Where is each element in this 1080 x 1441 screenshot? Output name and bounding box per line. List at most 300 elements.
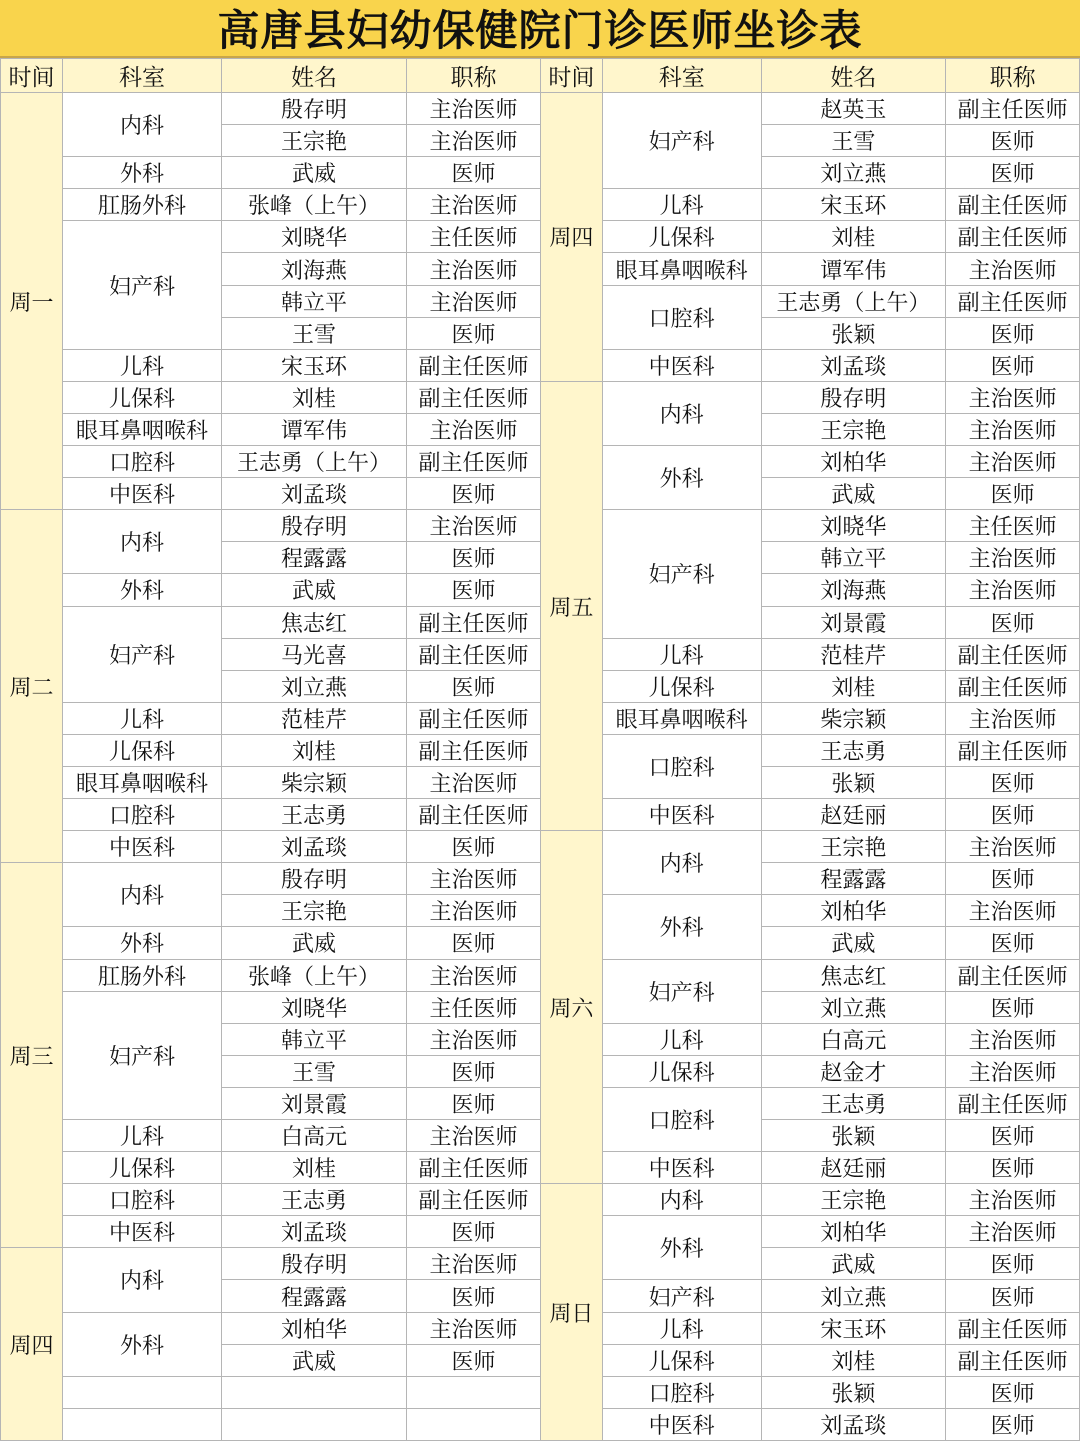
doctor-title-cell: 主治医师 [946,702,1080,734]
table-row [1,381,541,413]
doctor-title-cell: 副主任医师 [946,221,1080,253]
doctor-title-cell: 主任医师 [407,991,541,1023]
department-cell: 口腔科 [602,734,761,798]
doctor-title-cell: 医师 [946,1120,1080,1152]
doctor-name-cell: 赵廷丽 [761,1152,946,1184]
doctor-title-cell: 医师 [407,1087,541,1119]
doctor-name-cell: 白高元 [222,1120,407,1152]
day-cell: 周六 [541,831,603,1184]
department-cell: 儿科 [602,638,761,670]
doctor-name-cell: 刘立燕 [761,1280,946,1312]
doctor-title-cell: 主治医师 [946,446,1080,478]
doctor-title-cell: 主治医师 [946,381,1080,413]
doctor-title-cell: 主治医师 [407,766,541,798]
doctor-title-cell: 医师 [407,317,541,349]
table-row [1,1408,541,1440]
doctor-name-cell: 刘晓华 [222,991,407,1023]
department-cell: 外科 [63,574,222,606]
table-row [1,959,541,991]
department-cell: 儿保科 [63,381,222,413]
doctor-name-cell: 武威 [222,1344,407,1376]
doctor-name-cell: 焦志红 [761,959,946,991]
doctor-title-cell: 主任医师 [407,221,541,253]
table-row [1,574,541,606]
department-cell: 儿科 [602,189,761,221]
department-cell: 外科 [602,895,761,959]
table-row [541,638,1080,670]
table-row [1,510,541,542]
table-row [541,446,1080,478]
doctor-name-cell: 刘景霞 [761,606,946,638]
doctor-title-cell: 医师 [407,927,541,959]
table-row [541,831,1080,863]
table-row [1,157,541,189]
doctor-title-cell: 主任医师 [946,510,1080,542]
doctor-name-cell: 范桂芹 [222,702,407,734]
doctor-name-cell: 刘晓华 [761,510,946,542]
table-row [541,349,1080,381]
doctor-name-cell: 刘立燕 [761,157,946,189]
doctor-name-cell: 张颖 [761,1376,946,1408]
table-row [541,1184,1080,1216]
table-row [541,799,1080,831]
doctor-title-cell: 医师 [946,157,1080,189]
department-cell: 肛肠外科 [63,959,222,991]
doctor-name-cell: 刘孟琰 [222,831,407,863]
department-cell: 妇产科 [602,510,761,638]
department-cell: 外科 [602,446,761,510]
doctor-title-cell: 医师 [946,1280,1080,1312]
doctor-title-cell: 医师 [946,317,1080,349]
department-cell [63,1408,222,1440]
department-cell: 儿保科 [602,1055,761,1087]
doctor-name-cell [222,1408,407,1440]
doctor-title-cell: 医师 [407,574,541,606]
doctor-name-cell: 刘海燕 [222,253,407,285]
table-row [1,349,541,381]
table-row [1,702,541,734]
doctor-title-cell [407,1376,541,1408]
department-cell: 中医科 [602,1152,761,1184]
doctor-title-cell: 医师 [407,1055,541,1087]
doctor-title-cell: 医师 [407,1280,541,1312]
doctor-name-cell: 范桂芹 [761,638,946,670]
doctor-name-cell: 殷存明 [222,510,407,542]
department-cell: 口腔科 [602,285,761,349]
doctor-title-cell: 医师 [946,1408,1080,1440]
doctor-name-cell: 张峰（上午） [222,189,407,221]
doctor-name-cell: 程露露 [222,542,407,574]
doctor-title-cell: 医师 [946,478,1080,510]
doctor-name-cell: 王雪 [222,317,407,349]
doctor-title-cell: 医师 [946,1152,1080,1184]
doctor-title-cell: 副主任医师 [407,381,541,413]
department-cell: 儿科 [63,702,222,734]
day-cell: 周二 [1,510,63,863]
page-title: 高唐县妇幼保健院门诊医师坐诊表 [0,0,1080,58]
doctor-title-cell: 副主任医师 [946,638,1080,670]
doctor-name-cell: 柴宗颖 [761,702,946,734]
doctor-name-cell: 武威 [761,478,946,510]
doctor-name-cell: 宋玉环 [761,1312,946,1344]
table-row [541,670,1080,702]
doctor-title-cell: 主治医师 [407,1120,541,1152]
doctor-title-cell: 副主任医师 [407,702,541,734]
table-row [1,991,541,1023]
department-cell: 儿保科 [602,670,761,702]
doctor-name-cell: 刘桂 [222,1152,407,1184]
doctor-name-cell: 刘孟琰 [222,1216,407,1248]
doctor-title-cell: 副主任医师 [407,606,541,638]
day-cell: 周四 [1,1248,63,1441]
schedule-table-right [540,58,1080,1441]
doctor-title-cell: 主治医师 [946,1216,1080,1248]
doctor-name-cell [222,1376,407,1408]
department-cell: 外科 [63,927,222,959]
department-cell: 外科 [63,1312,222,1376]
department-cell: 中医科 [602,1408,761,1440]
table-row [541,895,1080,927]
table-row [1,1248,541,1280]
department-cell: 妇产科 [602,93,761,189]
doctor-name-cell: 殷存明 [222,93,407,125]
doctor-name-cell: 王志勇 [222,799,407,831]
doctor-title-cell: 主治医师 [946,1023,1080,1055]
doctor-title-cell: 主治医师 [407,1312,541,1344]
department-cell: 眼耳鼻咽喉科 [602,253,761,285]
doctor-name-cell: 宋玉环 [222,349,407,381]
doctor-title-cell: 副主任医师 [946,285,1080,317]
department-cell: 内科 [63,93,222,157]
table-row [541,285,1080,317]
day-cell: 周四 [541,93,603,382]
doctor-name-cell: 宋玉环 [761,189,946,221]
table-row [1,446,541,478]
department-cell: 中医科 [63,831,222,863]
doctor-name-cell: 殷存明 [222,863,407,895]
doctor-name-cell: 刘桂 [761,670,946,702]
doctor-name-cell: 张颖 [761,766,946,798]
table-row [1,606,541,638]
doctor-title-cell: 主治医师 [946,1055,1080,1087]
doctor-name-cell: 程露露 [222,1280,407,1312]
department-cell: 儿科 [602,1023,761,1055]
doctor-name-cell: 王雪 [761,125,946,157]
doctor-title-cell: 医师 [407,542,541,574]
department-cell: 外科 [602,1216,761,1280]
doctor-name-cell: 刘桂 [222,381,407,413]
doctor-name-cell: 张峰（上午） [222,959,407,991]
doctor-title-cell: 医师 [407,157,541,189]
department-cell: 儿科 [63,349,222,381]
doctor-title-cell: 副主任医师 [407,734,541,766]
doctor-title-cell: 医师 [407,831,541,863]
department-cell: 肛肠外科 [63,189,222,221]
doctor-title-cell: 主治医师 [946,542,1080,574]
doctor-name-cell: 王宗艳 [222,125,407,157]
header-department: 科室 [602,59,761,93]
doctor-name-cell: 王志勇（上午） [222,446,407,478]
doctor-title-cell: 副主任医师 [946,189,1080,221]
doctor-title-cell: 主治医师 [946,1184,1080,1216]
department-cell: 眼耳鼻咽喉科 [63,413,222,445]
doctor-name-cell: 王志勇 [761,1087,946,1119]
doctor-name-cell: 殷存明 [222,1248,407,1280]
table-row [541,1087,1080,1119]
table-row [541,959,1080,991]
doctor-title-cell: 主治医师 [407,510,541,542]
doctor-title-cell: 主治医师 [946,413,1080,445]
doctor-name-cell: 柴宗颖 [222,766,407,798]
table-row [1,927,541,959]
doctor-title-cell: 副主任医师 [407,638,541,670]
department-cell: 妇产科 [602,1280,761,1312]
doctor-title-cell: 医师 [407,1344,541,1376]
department-cell: 中医科 [63,478,222,510]
table-row [1,1120,541,1152]
doctor-name-cell: 刘立燕 [222,670,407,702]
table-row [1,799,541,831]
table-row [1,189,541,221]
doctor-title-cell: 医师 [946,991,1080,1023]
doctor-title-cell: 副主任医师 [946,734,1080,766]
day-cell: 周三 [1,863,63,1248]
doctor-name-cell: 武威 [761,1248,946,1280]
doctor-title-cell: 医师 [946,1248,1080,1280]
doctor-name-cell: 刘柏华 [222,1312,407,1344]
department-cell: 内科 [602,831,761,895]
doctor-name-cell: 韩立平 [222,285,407,317]
doctor-title-cell: 主治医师 [946,574,1080,606]
table-row [541,253,1080,285]
header-time: 时间 [541,59,603,93]
doctor-title-cell: 主治医师 [407,1248,541,1280]
department-cell: 中医科 [63,1216,222,1248]
doctor-name-cell: 张颖 [761,317,946,349]
department-cell: 外科 [63,157,222,189]
table-row [541,734,1080,766]
header-department: 科室 [63,59,222,93]
doctor-title-cell: 医师 [946,863,1080,895]
department-cell: 儿保科 [63,1152,222,1184]
table-row [541,1344,1080,1376]
day-cell: 周日 [541,1184,603,1441]
doctor-name-cell: 韩立平 [222,1023,407,1055]
department-cell: 口腔科 [63,799,222,831]
table-row [541,381,1080,413]
doctor-title-cell: 主治医师 [946,253,1080,285]
doctor-name-cell: 谭军伟 [761,253,946,285]
doctor-title-cell: 医师 [407,478,541,510]
doctor-name-cell: 谭军伟 [222,413,407,445]
doctor-name-cell: 刘晓华 [222,221,407,253]
doctor-title-cell: 医师 [407,1216,541,1248]
table-row [1,1216,541,1248]
doctor-title-cell: 主治医师 [946,831,1080,863]
doctor-name-cell: 刘桂 [761,1344,946,1376]
table-row [1,93,541,125]
doctor-title-cell: 主治医师 [407,959,541,991]
doctor-name-cell: 武威 [761,927,946,959]
table-row [541,93,1080,125]
doctor-name-cell: 韩立平 [761,542,946,574]
doctor-title-cell: 副主任医师 [946,959,1080,991]
department-cell: 儿保科 [602,221,761,253]
department-cell: 内科 [63,863,222,927]
doctor-title-cell: 主治医师 [407,863,541,895]
doctor-title-cell: 主治医师 [407,253,541,285]
department-cell: 口腔科 [602,1087,761,1151]
doctor-name-cell: 王志勇（上午） [761,285,946,317]
table-row [1,1184,541,1216]
doctor-name-cell: 刘孟琰 [222,478,407,510]
doctor-title-cell: 副主任医师 [407,1152,541,1184]
table-row [541,1376,1080,1408]
doctor-name-cell: 马光喜 [222,638,407,670]
table-row [1,478,541,510]
table-row [1,863,541,895]
doctor-name-cell: 白高元 [761,1023,946,1055]
table-row [541,1152,1080,1184]
doctor-title-cell: 副主任医师 [946,93,1080,125]
doctor-name-cell: 王宗艳 [222,895,407,927]
table-row [541,189,1080,221]
doctor-name-cell: 刘孟琰 [761,349,946,381]
department-cell: 内科 [63,510,222,574]
doctor-title-cell: 主治医师 [407,1023,541,1055]
doctor-title-cell: 副主任医师 [407,446,541,478]
doctor-name-cell: 刘桂 [761,221,946,253]
doctor-title-cell: 医师 [407,670,541,702]
doctor-name-cell: 武威 [222,927,407,959]
doctor-name-cell: 赵英玉 [761,93,946,125]
doctor-name-cell: 赵金才 [761,1055,946,1087]
department-cell [63,1376,222,1408]
table-row [541,1023,1080,1055]
doctor-title-cell: 主治医师 [407,125,541,157]
department-cell: 中医科 [602,799,761,831]
doctor-title-cell: 主治医师 [407,93,541,125]
department-cell: 儿科 [602,1312,761,1344]
department-cell: 中医科 [602,349,761,381]
doctor-name-cell: 武威 [222,157,407,189]
doctor-title-cell: 主治医师 [407,285,541,317]
department-cell: 妇产科 [63,221,222,349]
doctor-title-cell: 副主任医师 [407,799,541,831]
doctor-name-cell: 刘桂 [222,734,407,766]
table-row [541,1408,1080,1440]
table-row [1,413,541,445]
department-cell: 妇产科 [63,606,222,702]
doctor-title-cell: 医师 [946,125,1080,157]
doctor-name-cell: 武威 [222,574,407,606]
doctor-name-cell: 刘柏华 [761,895,946,927]
doctor-title-cell: 副主任医师 [407,1184,541,1216]
doctor-title-cell: 医师 [946,349,1080,381]
doctor-title-cell: 副主任医师 [946,1087,1080,1119]
table-row [541,1055,1080,1087]
doctor-name-cell: 刘柏华 [761,446,946,478]
table-row [541,221,1080,253]
doctor-title-cell [407,1408,541,1440]
doctor-title-cell: 副主任医师 [946,1344,1080,1376]
doctor-title-cell: 副主任医师 [946,1312,1080,1344]
table-row [1,734,541,766]
doctor-title-cell: 副主任医师 [407,349,541,381]
department-cell: 儿科 [63,1120,222,1152]
doctor-title-cell: 主治医师 [946,895,1080,927]
doctor-name-cell: 刘立燕 [761,991,946,1023]
doctor-title-cell: 主治医师 [407,895,541,927]
table-row [541,1312,1080,1344]
doctor-title-cell: 医师 [946,1376,1080,1408]
department-cell: 眼耳鼻咽喉科 [63,766,222,798]
header-time: 时间 [1,59,63,93]
department-cell: 眼耳鼻咽喉科 [602,702,761,734]
doctor-name-cell: 王志勇 [222,1184,407,1216]
schedule-table-left [0,58,541,1441]
table-row [1,1152,541,1184]
department-cell: 口腔科 [63,446,222,478]
doctor-name-cell: 刘孟琰 [761,1408,946,1440]
department-cell: 口腔科 [63,1184,222,1216]
header-name: 姓名 [222,59,407,93]
doctor-name-cell: 殷存明 [761,381,946,413]
department-cell: 妇产科 [602,959,761,1023]
department-cell: 儿保科 [63,734,222,766]
department-cell: 妇产科 [63,991,222,1119]
doctor-name-cell: 王宗艳 [761,831,946,863]
doctor-name-cell: 王雪 [222,1055,407,1087]
department-cell: 内科 [63,1248,222,1312]
doctor-title-cell: 副主任医师 [946,670,1080,702]
doctor-name-cell: 王宗艳 [761,413,946,445]
table-row [1,766,541,798]
doctor-title-cell: 主治医师 [407,189,541,221]
day-cell: 周一 [1,93,63,510]
doctor-title-cell: 医师 [946,766,1080,798]
doctor-name-cell: 程露露 [761,863,946,895]
doctor-name-cell: 刘景霞 [222,1087,407,1119]
doctor-name-cell: 焦志红 [222,606,407,638]
table-row [1,221,541,253]
table-row [541,702,1080,734]
doctor-title-cell: 医师 [946,927,1080,959]
day-cell: 周五 [541,381,603,830]
doctor-name-cell: 刘海燕 [761,574,946,606]
department-cell: 内科 [602,1184,761,1216]
header-title: 职称 [407,59,541,93]
department-cell: 儿保科 [602,1344,761,1376]
department-cell: 口腔科 [602,1376,761,1408]
table-row [1,831,541,863]
table-row [1,1312,541,1344]
doctor-title-cell: 医师 [946,606,1080,638]
doctor-name-cell: 张颖 [761,1120,946,1152]
table-row [1,1376,541,1408]
doctor-name-cell: 王志勇 [761,734,946,766]
table-row [541,1280,1080,1312]
doctor-title-cell: 主治医师 [407,413,541,445]
table-row [541,1216,1080,1248]
header-name: 姓名 [761,59,946,93]
doctor-title-cell: 医师 [946,799,1080,831]
doctor-name-cell: 刘柏华 [761,1216,946,1248]
header-title: 职称 [946,59,1080,93]
doctor-name-cell: 王宗艳 [761,1184,946,1216]
table-row [541,510,1080,542]
doctor-name-cell: 赵廷丽 [761,799,946,831]
